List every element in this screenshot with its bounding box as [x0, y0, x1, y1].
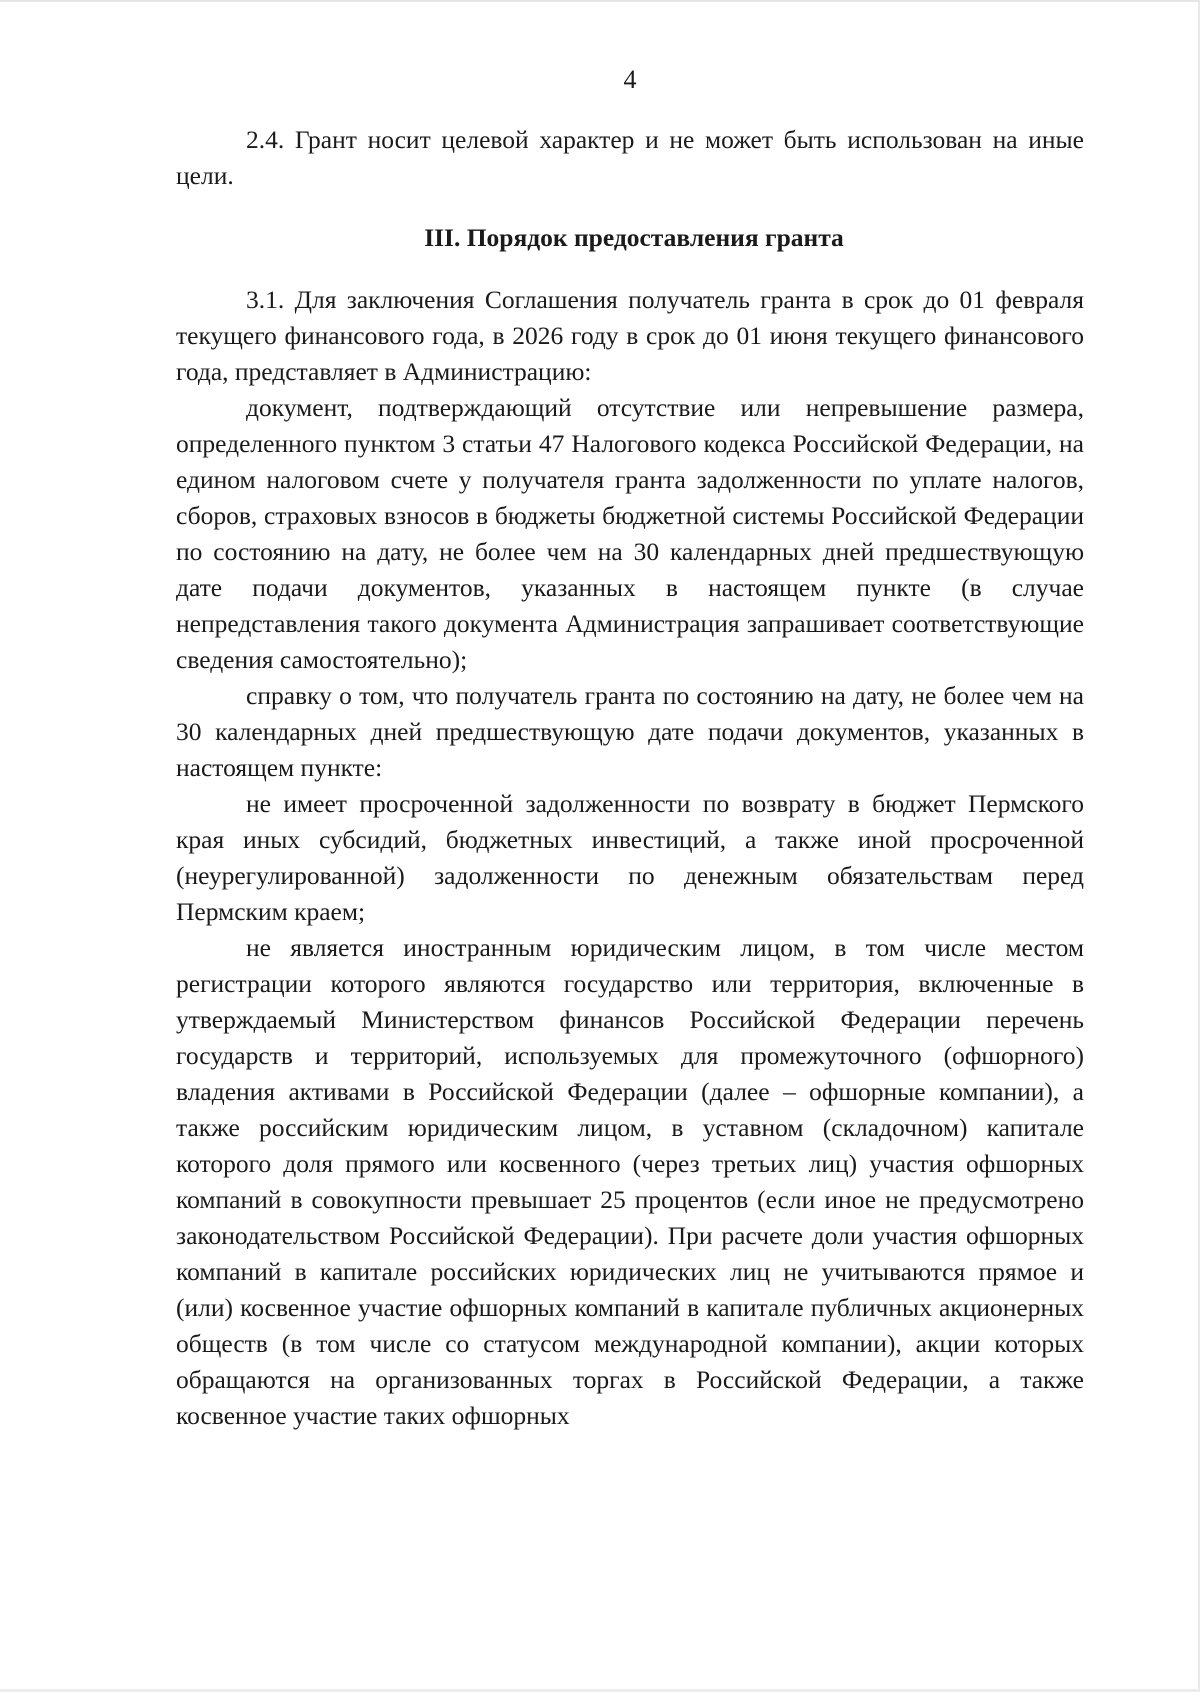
section-heading: III. Порядок предоставления гранта	[424, 223, 844, 252]
document-body	[176, 122, 1084, 1434]
paragraph-2-4: 2.4. Грант носит целевой характер и не может быть использован на иные цели.	[176, 125, 1084, 190]
paragraph-certificate: справку о том, что получатель гранта по состоянию на дату, не более чем на 30 календарных дней предшествующую дате подачи документов, указанных в настоящем пункте:	[176, 681, 1084, 782]
scan-top-edge	[0, 0, 1200, 2]
paragraph-3-1: 3.1. Для заключения Соглашения получатель гранта в срок до 01 февраля текущего финансового года, в 2026 году в срок до 01 июня текущего финансового года, представляет в Администрацию:	[176, 285, 1084, 386]
paragraph-not-foreign-entity: не является иностранным юридическим лицом, в том числе местом регистрации которого являются государство или территория, включенные в утверждаемый Министерством финансов Российской Федерации перечень государств и территорий, используемых для промежуточного (офшорного) владения активами в Российской Федерации (далее – офшорные компании), а также российским юридическим лицом, в уставном (складочном) капитале которого доля прямого или косвенного (через третьих лиц) участия офшорных компаний в совокупности превышает 25 процентов (если иное не предусмотрено законодательством Российской Федерации). При расчете доли участия офшорных компаний в капитале российских юридических лиц не учитываются прямое и (или) косвенное участие офшорных компаний в капитале публичных акционерных обществ (в том числе со статусом международной компании), акции которых обращаются на организованных торгах в Российской Федерации, а также косвенное участие таких офшорных	[176, 933, 1084, 1430]
page-number: 4	[623, 65, 637, 94]
paragraph-tax-document: документ, подтверждающий отсутствие или непревышение размера, определенного пунктом 3 статьи 47 Налогового кодекса Российской Федерации, на едином налоговом счете у получателя гранта задолженности по уплате налогов, сборов, страховых взносов в бюджеты бюджетной системы Российской Федерации по состоянию на дату, не более чем на 30 календарных дней предшествующую дате подачи документов, указанных в настоящем пункте (в случае непредставления такого документа Администрация запрашивает соответствующие сведения самостоятельно);	[176, 393, 1084, 674]
paragraph-no-overdue-debt: не имеет просроченной задолженности по возврату в бюджет Пермского края иных субсидий, бюджетных инвестиций, а также иной просроченной (неурегулированной) задолженности по денежным обязательствам перед Пермским краем;	[176, 789, 1084, 926]
